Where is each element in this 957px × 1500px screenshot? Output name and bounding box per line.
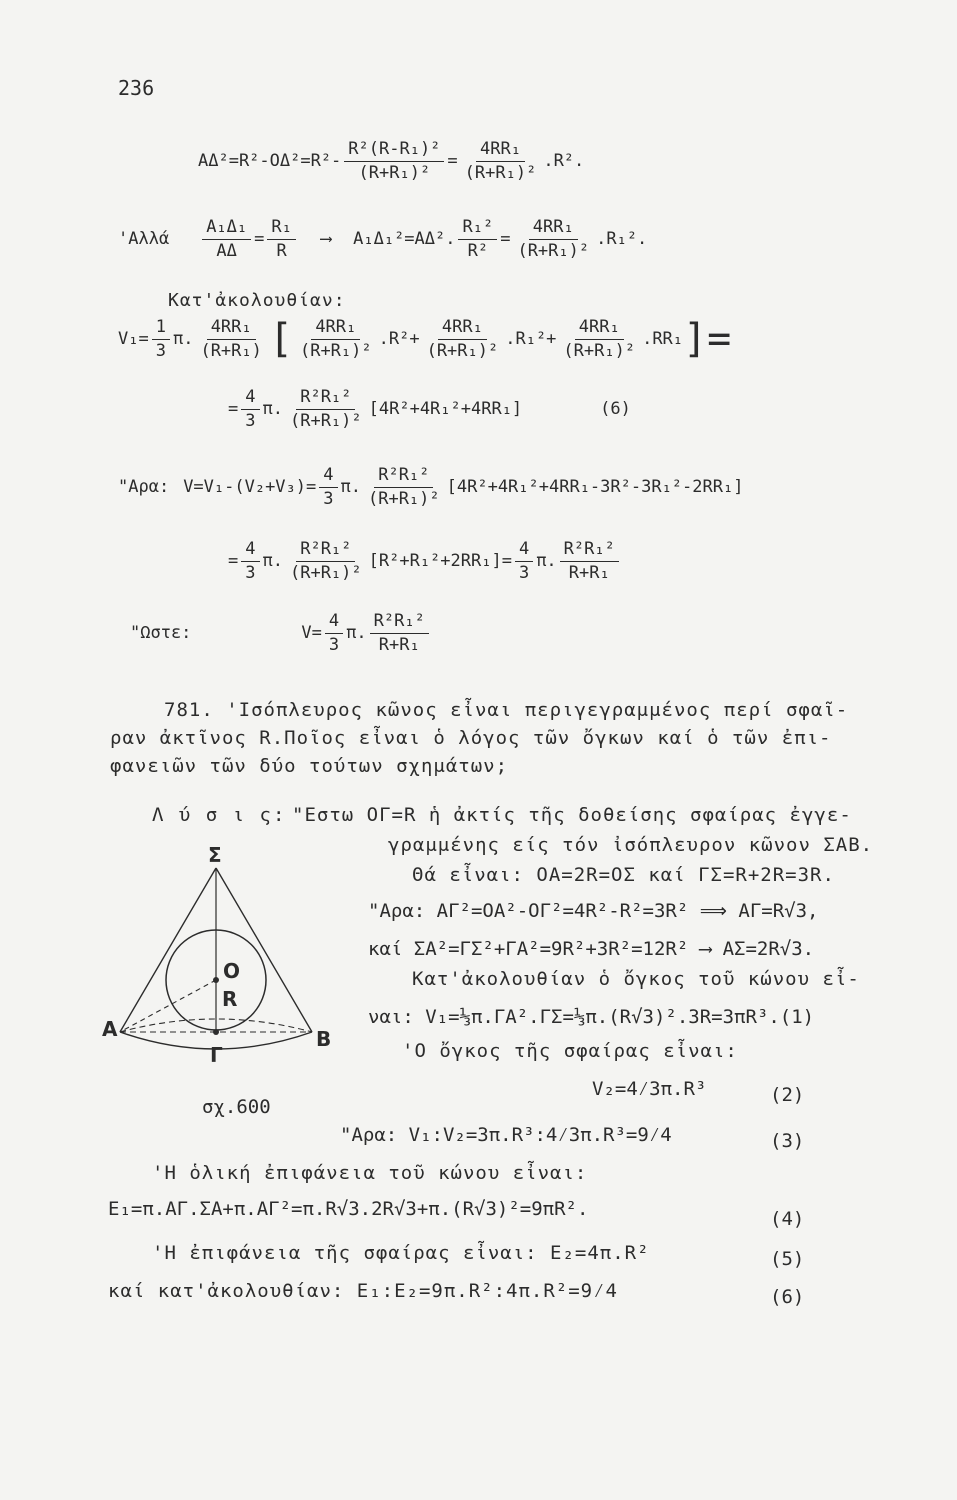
eq-text: Α₁Δ₁²=ΑΔ².: [353, 229, 456, 250]
fraction: $\frac{\text{4RR₁}}{\text{(R+R₁)²}}$: [517, 217, 590, 261]
equation-tag: (3): [770, 1130, 805, 1152]
fraction: $\frac{4}{3}$: [515, 540, 533, 582]
equation-tag: (6): [600, 399, 631, 420]
solution-line: "Αρα: V₁:V₂=3π.R³:4⁄3π.R³=9⁄4: [340, 1124, 672, 1146]
eq-text: ΑΔ²=R²-ΟΔ²=R²-: [198, 151, 342, 172]
equation-v-simplified: = $\frac{4}{3}$ π. $\frac{\text{R²R₁²}}{\text{(R+R₁)²}}$ [R²+R₁²+2RR₁]= $\frac{4}{3}$ π. $\frac{\text{R²R₁²}}{\text{R+R₁}}$: [228, 540, 622, 582]
label-s: Σ: [208, 843, 222, 867]
equation-final: "Ωστε: V= $\frac{4}{3}$ π. $\frac{\text{R²R₁²}}{\text{R+R₁}}$: [130, 612, 432, 654]
equation-tag: (6): [770, 1286, 805, 1308]
fraction: $\frac{4}{3}$: [241, 388, 259, 430]
fraction: $\frac{\text{R²R₁²}}{\text{R+R₁}}$: [370, 612, 429, 654]
fraction: $\frac{\text{Α₁Δ₁}}{A\Delta}$: [202, 218, 251, 260]
solution-line: καί ΣΑ²=ΓΣ²+ΓΑ²=9R²+3R²=12R² ⟶ ΑΣ=2R√3.: [368, 938, 815, 960]
solution-line: "Αρα: ΑΓ²=ΟΑ²-ΟΓ²=4R²-R²=3R² ⟹ ΑΓ=R√3,: [368, 900, 819, 922]
solution-line: V₂=4⁄3π.R³: [592, 1078, 707, 1100]
label-g: Γ: [210, 1043, 223, 1067]
eq-text: =: [447, 151, 458, 172]
fraction: $\frac{4}{3}$: [241, 540, 259, 582]
solution-line: Ε₁=π.ΑΓ.ΣΑ+π.ΑΓ²=π.R√3.2R√3+π.(R√3)²=9πR².: [108, 1198, 589, 1220]
solution-line: Θά εἶναι: ΟΑ=2R=ΟΣ καί ΓΣ=R+2R=3R.: [412, 864, 835, 886]
label-r: R: [222, 987, 238, 1011]
label-a: A: [102, 1017, 118, 1041]
segment-oa: [120, 980, 216, 1032]
fraction: $\frac{\text{4RR₁}}{\text{(R+R₁)²}}$: [464, 139, 537, 183]
fraction: $\frac{\text{R²R₁²}}{\text{(R+R₁)²}}$: [367, 465, 440, 509]
fraction: $\frac{4}{3}$: [319, 466, 337, 508]
solution-label: Λ ύ σ ι ς:: [152, 804, 287, 826]
solution-line: 'Ο ὄγκος τῆς σφαίρας εἶναι:: [402, 1040, 738, 1062]
label-o: O: [223, 959, 241, 983]
fraction: $\frac{\text{R₁}}{R}$: [267, 218, 295, 260]
figure-caption: σχ.600: [202, 1096, 271, 1118]
eq-text: .R².: [543, 151, 585, 172]
fraction: $\frac{\text{4RR₁}}{\text{(R+R₁)²}}$: [299, 317, 372, 361]
problem-line: 781. 'Ισόπλευρος κῶνος εἶναι περιγεγραμμένος περί σφαῖ-: [164, 699, 849, 721]
equation-v: "Αρα: V=V₁-(V₂+V₃)= $\frac{4}{3}$ π. $\frac{\text{R²R₁²}}{\text{(R+R₁)²}}$ [4R²+4R₁²+4RR₁-3R²-3R₁²-2RR₁]: [118, 465, 744, 509]
fraction: $\frac{\text{R²R₁²}}{\text{(R+R₁)²}}$: [289, 387, 362, 431]
equation-ad-squared: [198, 140, 584, 182]
equation-tag: (4): [770, 1208, 805, 1230]
arrow-icon: ⟶: [320, 229, 332, 250]
equation-alla: 'Αλλά $\frac{\text{Α₁Δ₁}}{A\Delta}$ = $\frac{\text{R₁}}{R}$ ⟶ Α₁Δ₁²=ΑΔ². $\frac{\text{R₁²}}{\text{R²}}$ = $\frac{\text{4RR₁}}{\text{(R+R₁)²}}$ .R₁².: [118, 217, 648, 261]
eq-label: 'Αλλά: [118, 229, 170, 250]
fraction: $\frac{\text{4RR₁}}{\text{(R+R₁)²}}$: [563, 317, 636, 361]
cone-side-left: [120, 868, 216, 1032]
solution-line: "Εστω ΟΓ=R ἡ ἀκτίς τῆς δοθείσης σφαίρας ἐγγε-: [292, 804, 852, 826]
solution-line: 'Η ἐπιφάνεια τῆς σφαίρας εἶναι: Ε₂=4π.R²: [152, 1242, 650, 1264]
solution-line: ναι: V₁=⅓π.ΓΑ².ΓΣ=⅓π.(R√3)².3R=3πR³.(1): [368, 1006, 815, 1028]
problem-line: ραν ἀκτῖνος R.Ποῖος εἶναι ὁ λόγος τῶν ὄγκων καί ὁ τῶν ἐπι-: [110, 727, 832, 749]
page-number: 236: [118, 76, 155, 100]
fraction: $\frac{\text{4RR₁}}{\text{(R+R₁)²}}$: [426, 317, 499, 361]
label-b: B: [316, 1027, 332, 1051]
point-o: [213, 977, 219, 983]
kat-akolouthian-1: Κατ'ἀκολουθίαν:: [168, 290, 346, 311]
equation-v1: V₁= $\frac{1}{3}$ π. $\frac{\text{4RR₁}}{\text{(R+R₁)}}$ [ $\frac{\text{4RR₁}}{\text{(R+R₁)²}}$ .R²+ $\frac{\text{4RR₁}}{\text{(R+R₁)²}}$ .R₁²+ $\frac{\text{4RR₁}}{\text{(R+R₁)²}}$ .RR₁ ]=: [118, 316, 732, 363]
equation-tag: (5): [770, 1248, 805, 1270]
solution-line: 'Η ὁλική ἐπιφάνεια τοῦ κώνου εἶναι:: [152, 1162, 588, 1184]
fraction: $\frac{\text{R²(R-R₁)²}}{\text{(R+R₁)²}}$: [344, 140, 444, 182]
equation-v1-simplified: = $\frac{4}{3}$ π. $\frac{\text{R²R₁²}}{\text{(R+R₁)²}}$ [4R²+4R₁²+4RR₁] (6): [228, 387, 631, 431]
point-g: [213, 1029, 219, 1035]
fraction: $\frac{\text{R₁²}}{\text{R²}}$: [458, 218, 497, 260]
fraction: $\frac{4}{3}$: [325, 612, 343, 654]
cone-sphere-figure: [102, 840, 342, 1070]
fraction: $\frac{\text{4RR₁}}{\text{(R+R₁)}}$: [200, 317, 262, 361]
problem-line: φανειῶν τῶν δύο τούτων σχημάτων;: [110, 755, 509, 777]
fraction: $\frac{\text{R²R₁²}}{\text{R+R₁}}$: [560, 540, 619, 582]
fraction: $\frac{\text{R²R₁²}}{\text{(R+R₁)²}}$: [289, 539, 362, 583]
problem-781: [110, 696, 930, 780]
solution-line: καί κατ'ἀκολουθίαν: Ε₁:Ε₂=9π.R²:4π.R²=9⁄4: [108, 1280, 618, 1302]
solution-line: Κατ'ἀκολουθίαν ὁ ὄγκος τοῦ κώνου εἶ-: [412, 968, 860, 990]
equation-tag: (2): [770, 1084, 805, 1106]
solution-line: γραμμένης είς τόν ἰσόπλευρον κῶνον ΣΑΒ.: [388, 834, 874, 856]
fraction: $\frac{1}{3}$: [152, 318, 170, 360]
